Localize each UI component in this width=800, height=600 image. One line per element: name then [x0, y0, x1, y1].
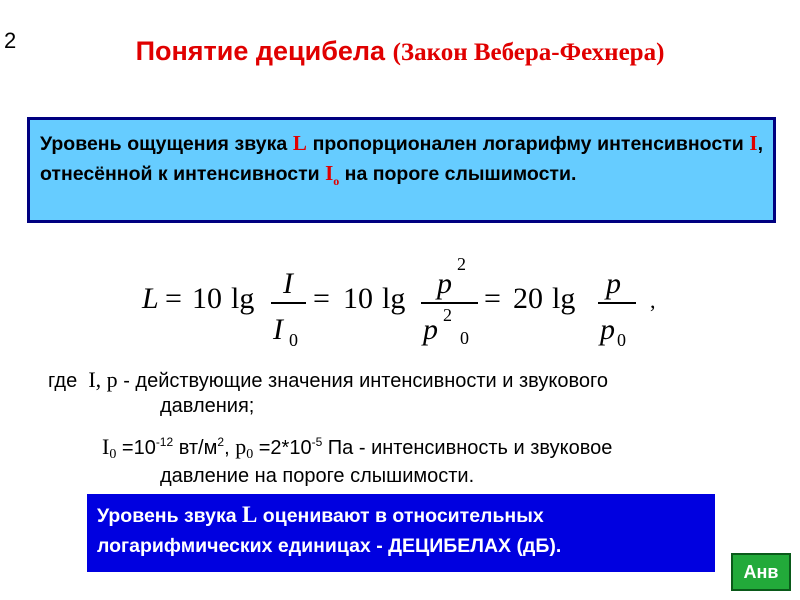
- formula-numerator: p: [437, 267, 452, 300]
- formula-denominator: p: [423, 313, 438, 346]
- formula-L: L: [142, 282, 159, 315]
- explanation-line: $I_0 =10^{-12}$ $вт/м^2$, $p_0 =2*10^{-5}$ Па - интенсивность и звуковое: [102, 434, 613, 462]
- formula-lg: lg: [231, 282, 255, 315]
- formula-numerator: I: [283, 267, 293, 300]
- formula-coef: 10: [192, 282, 222, 315]
- svg-text:0: 0: [289, 330, 298, 350]
- formula-coef: 10: [343, 282, 373, 315]
- formula-lg: lg: [382, 282, 406, 315]
- variable-L: L: [242, 502, 258, 527]
- slide-title: [0, 36, 800, 67]
- decibel-formula: [0, 246, 800, 356]
- svg-text:0: 0: [617, 330, 626, 350]
- svg-text:0: 0: [460, 328, 469, 348]
- svg-text:2: 2: [443, 305, 452, 325]
- variable-L: L: [292, 131, 307, 155]
- formula-numerator: p: [606, 267, 621, 300]
- explanation-line: где I, p - действующие значения интенсивности и звукового: [48, 367, 608, 392]
- explanation-line: давление на пороге слышимости.: [160, 465, 475, 487]
- definition-text: на пороге слышимости.: [339, 163, 577, 185]
- formula-eq: =: [484, 282, 501, 315]
- formula-eq: =: [313, 282, 330, 315]
- formula-denominator: p: [600, 313, 615, 346]
- slide-number: 2: [4, 28, 17, 53]
- title-main: Понятие децибела: [135, 36, 386, 66]
- explanation-line: давления;: [160, 395, 255, 417]
- variable-I: I: [749, 131, 758, 155]
- decibel-note-box: [87, 494, 715, 572]
- formula-lg: lg: [552, 282, 576, 315]
- definition-text: пропорционален логарифму интенсивности: [306, 133, 750, 155]
- definition-text: , отнесённой к интенсивности: [40, 133, 763, 185]
- formula-denominator: I: [273, 313, 283, 346]
- formula-comma: ,: [650, 288, 656, 313]
- anv-nav-button[interactable]: Анв: [731, 553, 791, 591]
- note-line: логарифмических единицах - ДЕЦИБЕЛАХ (дБ).: [97, 535, 562, 557]
- svg-text:2: 2: [457, 254, 466, 274]
- definition-box: [27, 117, 776, 223]
- variable-I0: $I_o$: [325, 161, 340, 189]
- formula-coef: 20: [513, 282, 543, 315]
- note-line: Уровень звука L оценивают в относительных: [97, 502, 544, 527]
- definition-text: Уровень ощущения звука: [40, 133, 293, 155]
- title-subtitle: (Закон Вебера-Фехнера): [392, 39, 665, 66]
- formula-eq: =: [165, 282, 182, 315]
